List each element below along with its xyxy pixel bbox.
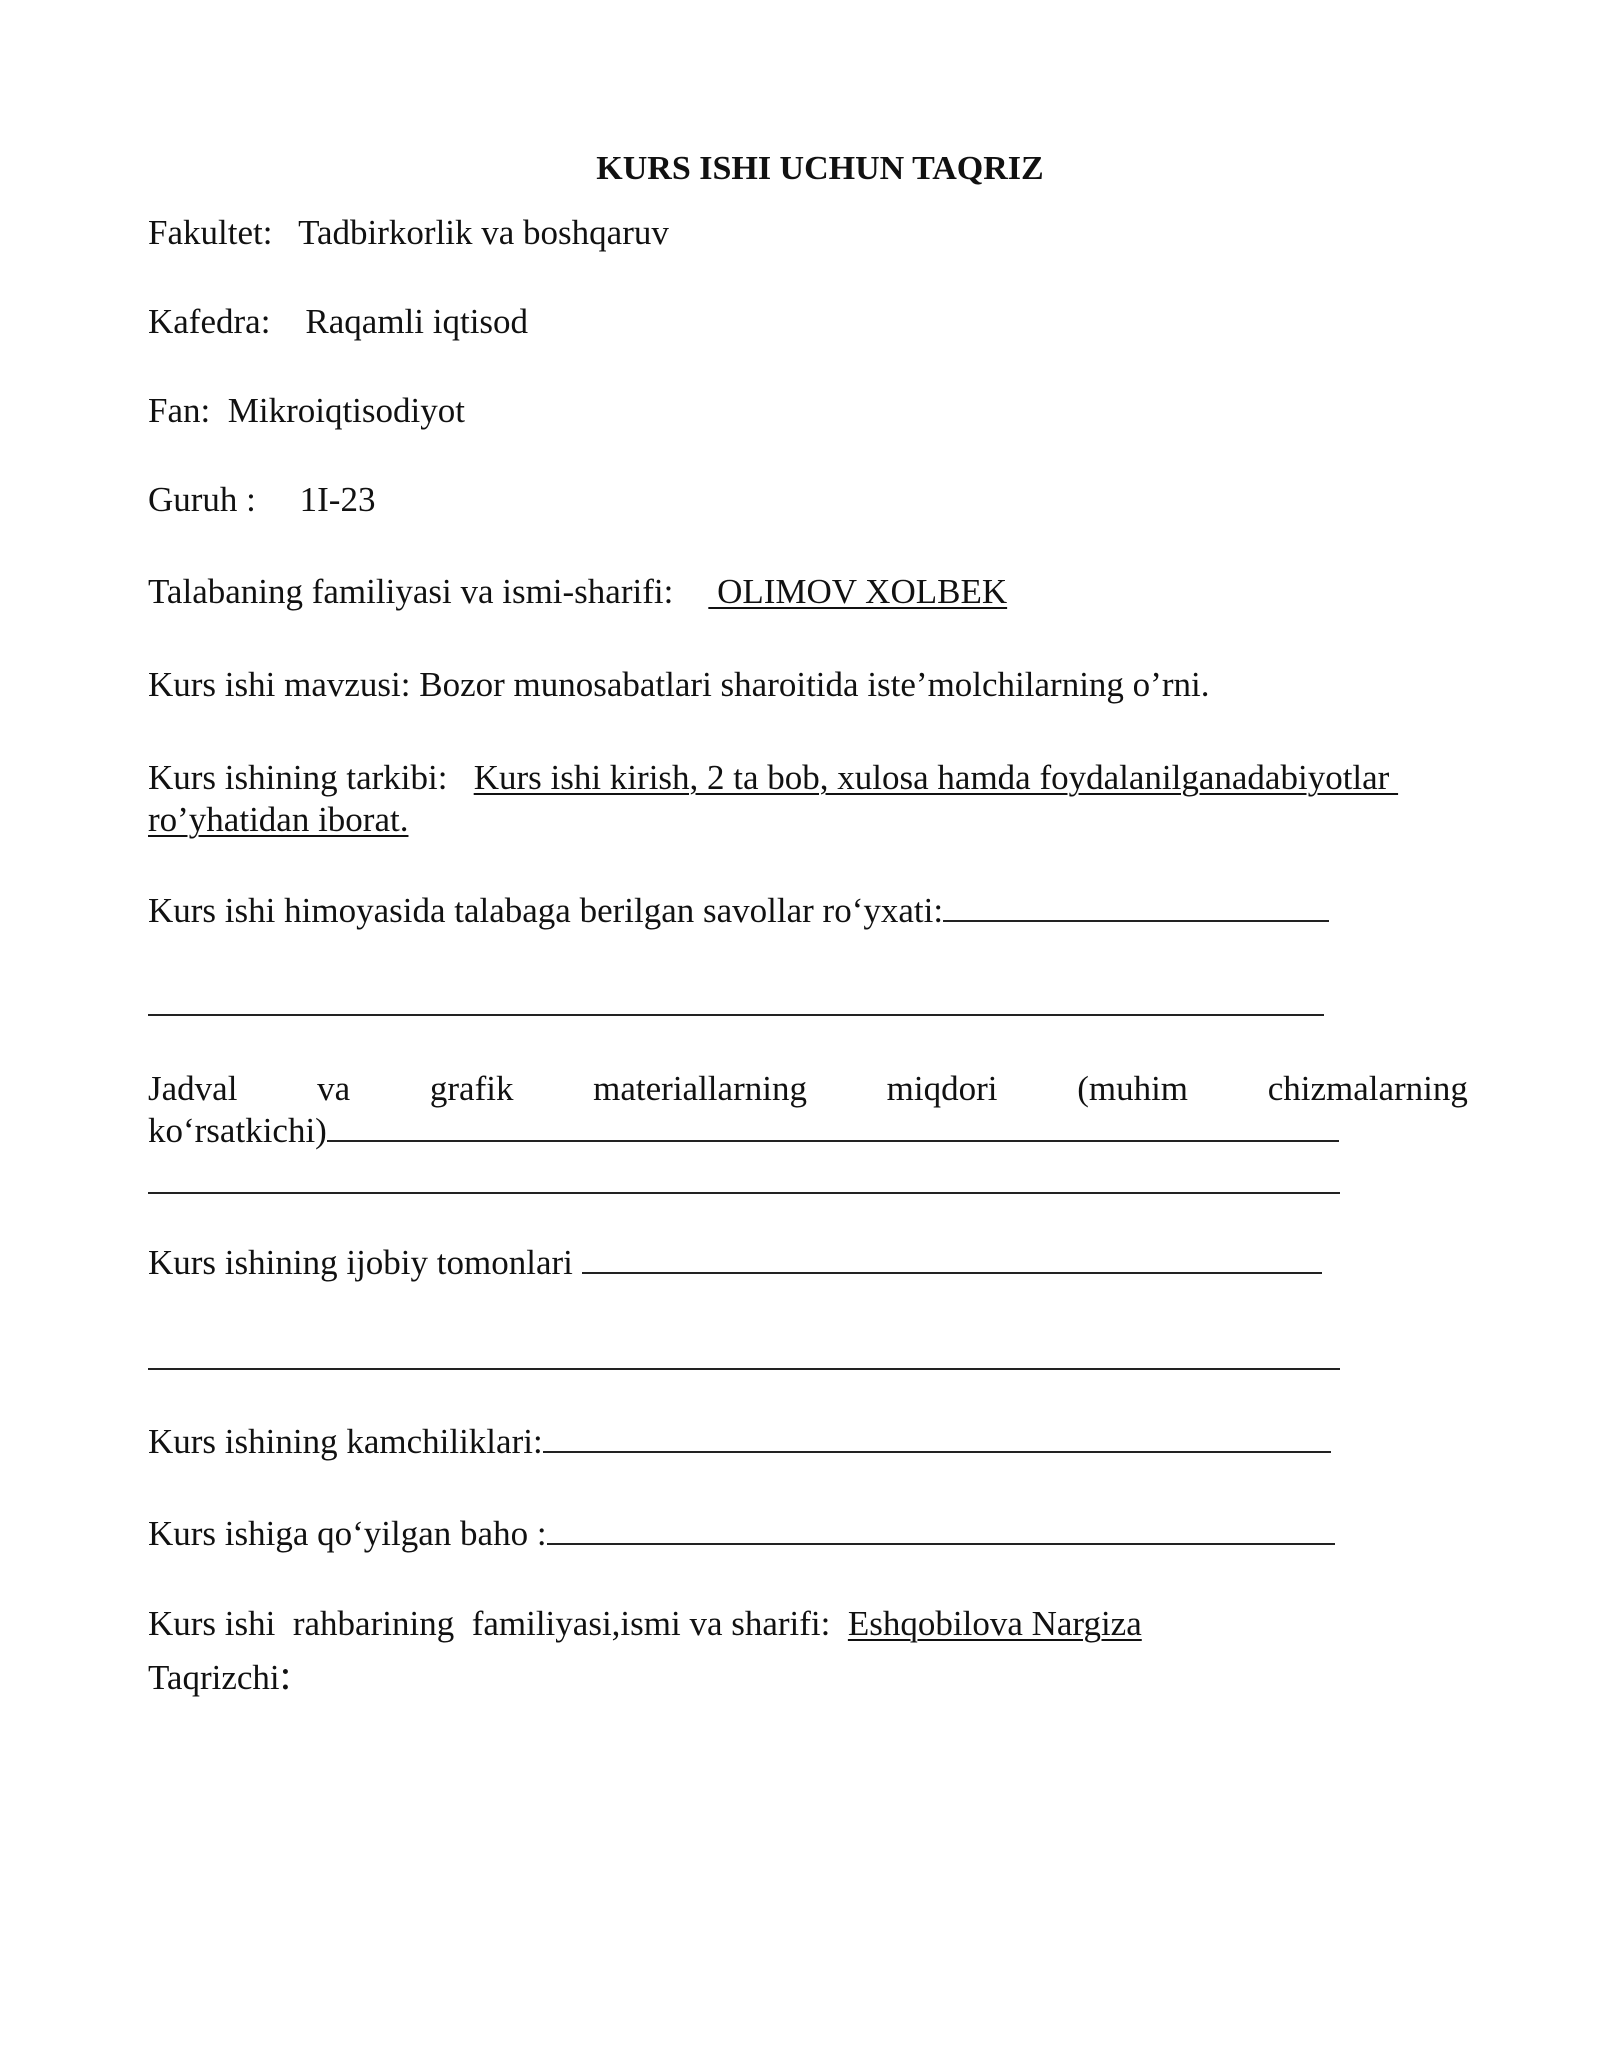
positive-blank-line-2[interactable] xyxy=(148,1368,1340,1370)
faculty-line xyxy=(148,212,669,254)
document-title: KURS ISHI UCHUN TAQRIZ xyxy=(596,150,1044,187)
topic-value: Bozor munosabatlari sharoitida iste’molchilarning o’rni. xyxy=(419,665,1210,704)
supervisor-name: Eshqobilova Nargiza xyxy=(847,1604,1142,1643)
reviewer-colon: : xyxy=(279,1653,292,1699)
questions-blank[interactable] xyxy=(943,890,1329,922)
tables-word-3: grafik xyxy=(429,1069,514,1108)
tables-word-6: (muhim xyxy=(1077,1069,1189,1108)
student-line xyxy=(148,571,1007,613)
tables-line xyxy=(148,1068,1468,1110)
tables-word-2: va xyxy=(317,1069,351,1108)
group-label: Guruh : xyxy=(148,480,256,519)
faculty-value: Tadbirkorlik va boshqaruv xyxy=(298,213,669,252)
structure-line xyxy=(148,757,1398,799)
reviewer-line xyxy=(148,1655,291,1699)
topic-line xyxy=(148,664,1209,706)
student-name: OLIMOV XOLBEK xyxy=(708,572,1008,611)
positive-blank[interactable] xyxy=(582,1242,1322,1274)
faculty-label: Fakultet: xyxy=(148,213,273,252)
structure-line-2 xyxy=(148,799,408,841)
supervisor-line xyxy=(148,1603,1142,1645)
tables-word-1: Jadval xyxy=(148,1069,238,1108)
group-value: 1I-23 xyxy=(299,480,376,519)
tables-indicator-label: ko‘rsatkichi) xyxy=(148,1111,327,1150)
student-label: Talabaning familiyasi va ismi-sharifi: xyxy=(148,572,674,611)
supervisor-label: Kurs ishi rahbarining familiyasi,ismi va sharifi: xyxy=(148,1604,831,1643)
tables-blank[interactable] xyxy=(327,1110,1339,1142)
tables-blank-line-2[interactable] xyxy=(148,1192,1340,1194)
grade-blank[interactable] xyxy=(547,1513,1335,1545)
structure-value-1: Kurs ishi kirish, 2 ta bob, xulosa hamda foydalanilganadabiyotlar xyxy=(473,758,1399,797)
positive-label: Kurs ishining ijobiy tomonlari xyxy=(148,1243,573,1282)
positive-line xyxy=(148,1242,1322,1284)
structure-label: Kurs ishining tarkibi: xyxy=(148,758,448,797)
grade-label: Kurs ishiga qo‘yilgan baho : xyxy=(148,1514,547,1553)
tables-line-2 xyxy=(148,1110,1339,1152)
subject-value: Mikroiqtisodiyot xyxy=(227,391,465,430)
questions-label: Kurs ishi himoyasida talabaga berilgan savollar ro‘yxati: xyxy=(148,891,944,930)
tables-word-4: materiallarning xyxy=(593,1069,807,1108)
subject-label: Fan: xyxy=(148,391,211,430)
shortcomings-label: Kurs ishining kamchiliklari: xyxy=(148,1422,543,1461)
tables-word-5: miqdori xyxy=(886,1069,998,1108)
shortcomings-blank[interactable] xyxy=(543,1421,1331,1453)
shortcomings-line xyxy=(148,1421,1331,1463)
reviewer-label: Taqrizchi xyxy=(148,1658,280,1697)
department-line xyxy=(148,301,528,343)
group-line xyxy=(148,479,375,521)
tables-word-7: chizmalarning xyxy=(1267,1069,1468,1108)
structure-value-2: ro’yhatidan iborat. xyxy=(148,800,409,839)
department-value: Raqamli iqtisod xyxy=(305,302,529,341)
grade-line xyxy=(148,1513,1335,1555)
department-label: Kafedra: xyxy=(148,302,271,341)
topic-label: Kurs ishi mavzusi: xyxy=(148,665,411,704)
questions-blank-line-2[interactable] xyxy=(148,1014,1324,1016)
subject-line xyxy=(148,390,465,432)
questions-line xyxy=(148,890,1329,932)
